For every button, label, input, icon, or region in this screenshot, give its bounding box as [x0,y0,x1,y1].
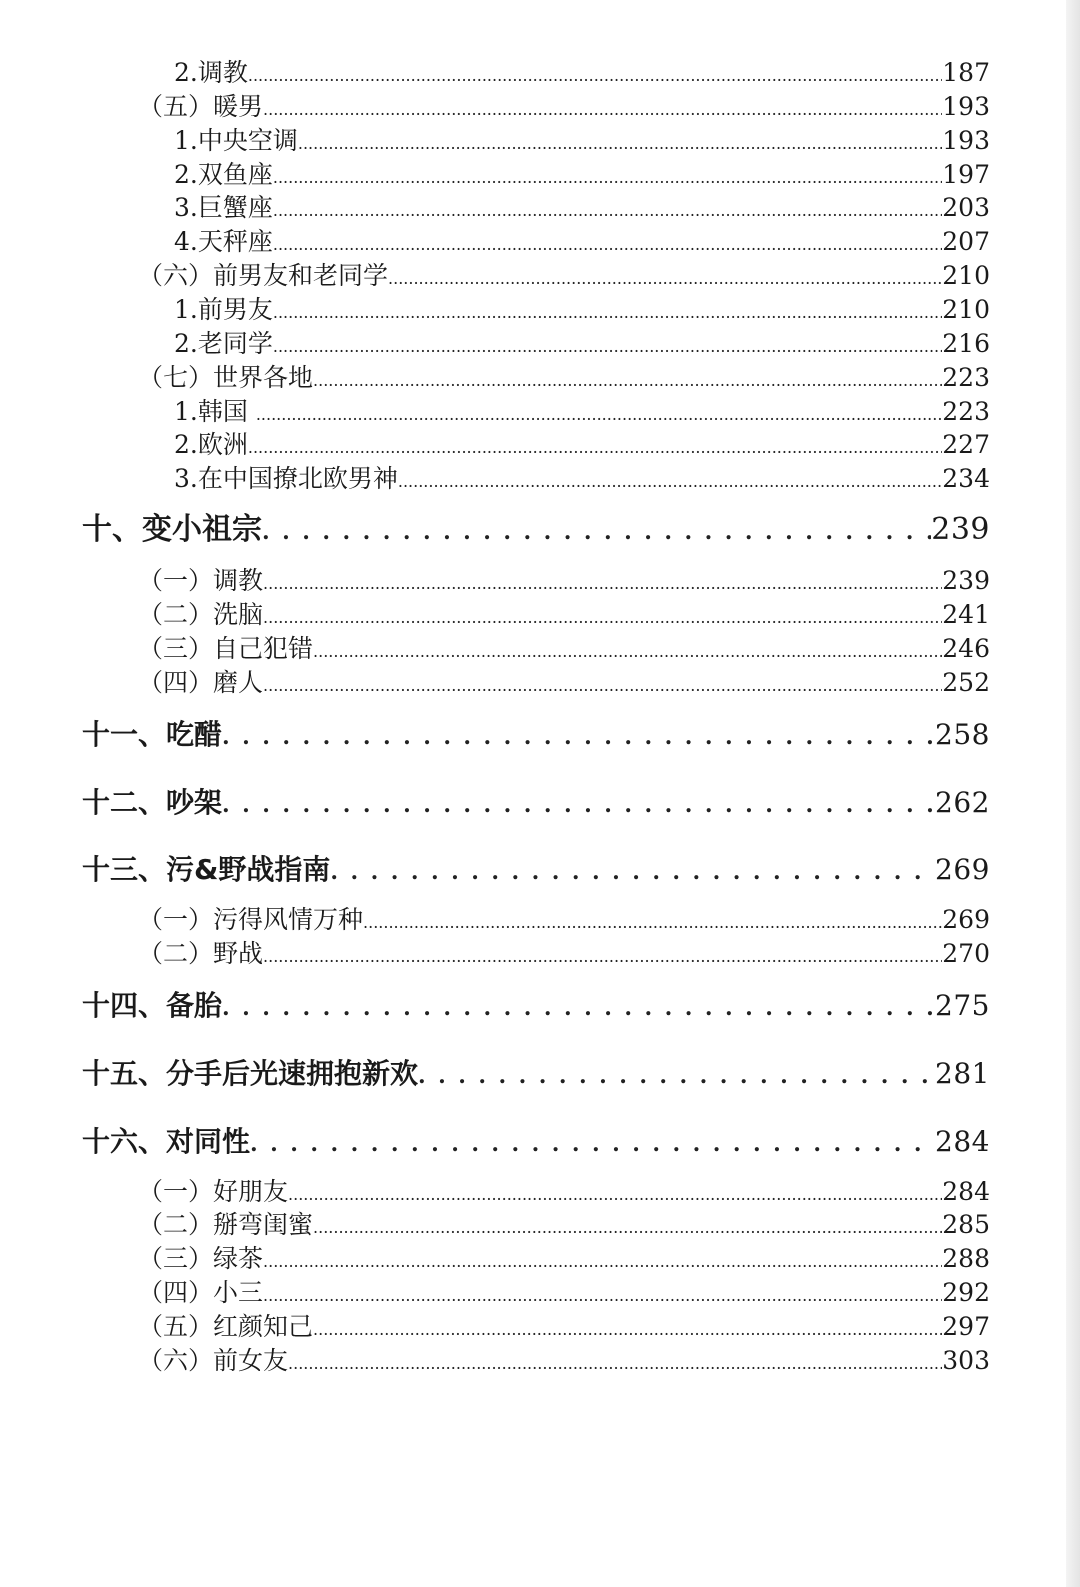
toc-leader-dots [298,124,942,161]
toc-leader-dots [248,56,942,93]
toc-entry[interactable] [174,225,990,259]
toc-entry-page: 292 [942,1278,990,1307]
toc-entry-page: 297 [942,1312,990,1341]
toc-entry[interactable] [138,1276,990,1310]
toc-entry-page: 187 [942,58,990,87]
toc-leader-dots [256,395,942,432]
toc-entry[interactable] [138,1208,990,1242]
toc-leader-dots [363,903,942,940]
toc-entry[interactable] [138,632,990,666]
toc-entry-page: 246 [942,634,990,663]
toc-entry-title: （三）自己犯错 [138,634,314,663]
toc-entry-page: 207 [942,227,990,256]
toc-entry-page: 193 [942,92,990,121]
toc-chapter-page: 275 [935,989,990,1022]
toc-leader-dots [222,783,935,825]
toc-entry[interactable] [138,90,990,124]
toc-entry[interactable] [174,395,990,429]
toc-entry-page: 193 [942,126,990,155]
toc-entry-title: （二）野战 [138,939,264,968]
toc-entry[interactable] [138,1242,990,1276]
toc-chapter-entry[interactable] [82,510,990,550]
toc-entry[interactable] [174,56,990,90]
toc-entry-title: 4.天秤座 [174,227,273,256]
toc-entry-page: 234 [942,464,990,493]
toc-entry[interactable] [174,462,990,496]
toc-chapter-page: 262 [935,786,990,819]
toc-entry-page: 210 [942,261,990,290]
toc-entry-title: 2.老同学 [174,329,273,358]
toc-entry[interactable] [138,937,990,971]
toc-leader-dots [273,293,942,330]
toc-entry-title: （一）好朋友 [138,1177,289,1206]
toc-entry-title: 2.欧洲 [174,430,248,459]
toc-leader-dots [288,1175,942,1212]
toc-chapter-page: 284 [935,1125,990,1158]
toc-entry-title: 2.双鱼座 [174,160,273,189]
toc-entry-page: 197 [942,160,990,189]
toc-leader-dots [313,361,942,398]
toc-leader-dots [263,1242,942,1279]
toc-entry-page: 252 [942,668,990,697]
toc-chapter-title: 十三、污&野战指南 [82,853,331,886]
toc-entry[interactable] [174,158,990,192]
toc-entry-title: 3.在中国撩北欧男神 [174,464,398,493]
toc-entry-page: 223 [942,397,990,426]
toc-chapter-entry[interactable] [82,850,990,890]
toc-entry-page: 269 [942,905,990,934]
toc-entry-title: 1.中央空调 [174,126,298,155]
toc-entry-page: 241 [942,600,990,629]
toc-entry-title: （六）前男友和老同学 [138,261,389,290]
toc-entry[interactable] [138,1310,990,1344]
toc-leader-dots [263,666,942,703]
toc-chapter-title: 十六、对同性 [82,1125,251,1158]
toc-leader-dots [313,1310,942,1347]
toc-leader-dots [263,598,942,635]
toc-entry-page: 270 [942,939,990,968]
toc-leader-dots [263,937,942,974]
toc-leader-dots [263,90,942,127]
toc-leader-dots [248,428,942,465]
toc-leader-dots [273,225,942,262]
toc-leader-dots [388,259,942,296]
toc-chapter-page: 281 [935,1057,990,1090]
toc-entry[interactable] [138,666,990,700]
toc-entry-title: 2.调教 [174,58,248,87]
toc-leader-dots [313,1208,942,1245]
toc-chapter-page: 269 [935,853,990,886]
toc-entry-title: （四）小三 [138,1278,264,1307]
toc-entry-page: 239 [942,566,990,595]
toc-leader-dots [250,1122,935,1164]
toc-entry[interactable] [174,124,990,158]
toc-chapter-title: 十二、吵架 [82,786,223,819]
toc-leader-dots [273,191,942,228]
toc-chapter-title: 十五、分手后光速拥抱新欢 [82,1057,419,1090]
toc-entry-title: （二）掰弯闺蜜 [138,1210,314,1239]
toc-entry-page: 288 [942,1244,990,1273]
toc-chapter-page: 258 [935,718,990,751]
toc-leader-dots [398,462,942,499]
toc-entry-page: 227 [942,430,990,459]
toc-entry-title: 3.巨蟹座 [174,193,273,222]
toc-leader-dots [273,327,942,364]
toc-entry[interactable] [174,327,990,361]
toc-entry-title: （五）暖男 [138,92,264,121]
toc-leader-dots [262,510,931,552]
toc-chapter-title: 十、变小祖宗 [82,512,262,547]
toc-entry-title: （四）磨人 [138,668,264,697]
toc-leader-dots [263,564,942,601]
toc-entry[interactable] [174,428,990,462]
toc-entry[interactable] [138,598,990,632]
toc-entry-page: 284 [942,1177,990,1206]
toc-entry-title: （一）调教 [138,566,264,595]
toc-entry-title: （一）污得风情万种 [138,905,364,934]
toc-chapter-page: 239 [931,512,990,547]
toc-entry-title: （七）世界各地 [138,363,314,392]
toc-entry[interactable] [138,361,990,395]
toc-entry-page: 223 [942,363,990,392]
toc-chapter-entry[interactable] [82,1122,990,1162]
toc-entry[interactable] [174,191,990,225]
toc-leader-dots [222,715,935,757]
toc-chapter-entry[interactable] [82,715,990,755]
toc-leader-dots [313,632,942,669]
toc-entry-page: 303 [942,1346,990,1375]
page-edge-shadow [1066,0,1080,1587]
toc-chapter-entry[interactable] [82,783,990,823]
toc-leader-dots [330,850,935,892]
toc-entry-page: 285 [942,1210,990,1239]
toc-entry[interactable] [138,1344,990,1378]
toc-entry-title: （二）洗脑 [138,600,264,629]
toc-entry-page: 216 [942,329,990,358]
toc-entry[interactable] [138,903,990,937]
toc-leader-dots [273,158,942,195]
toc-entry-title: （五）红颜知己 [138,1312,314,1341]
toc-entry-page: 210 [942,295,990,324]
toc-entry-title: 1.前男友 [174,295,273,324]
toc-chapter-entry[interactable] [82,1054,990,1094]
toc-entry-title: 1.韩国 [174,397,256,426]
toc-entry-page: 203 [942,193,990,222]
toc-leader-dots [222,986,935,1028]
toc-entry[interactable] [174,293,990,327]
toc-chapter-entry[interactable] [82,986,990,1026]
toc-entry-title: （六）前女友 [138,1346,289,1375]
toc-leader-dots [288,1344,942,1381]
toc-leader-dots [418,1054,935,1096]
toc-chapter-title: 十一、吃醋 [82,718,223,751]
toc-entry-title: （三）绿茶 [138,1244,264,1273]
toc-entry[interactable] [138,259,990,293]
toc-chapter-title: 十四、备胎 [82,989,223,1022]
toc-entry[interactable] [138,1175,990,1209]
toc-entry[interactable] [138,564,990,598]
toc-leader-dots [263,1276,942,1313]
